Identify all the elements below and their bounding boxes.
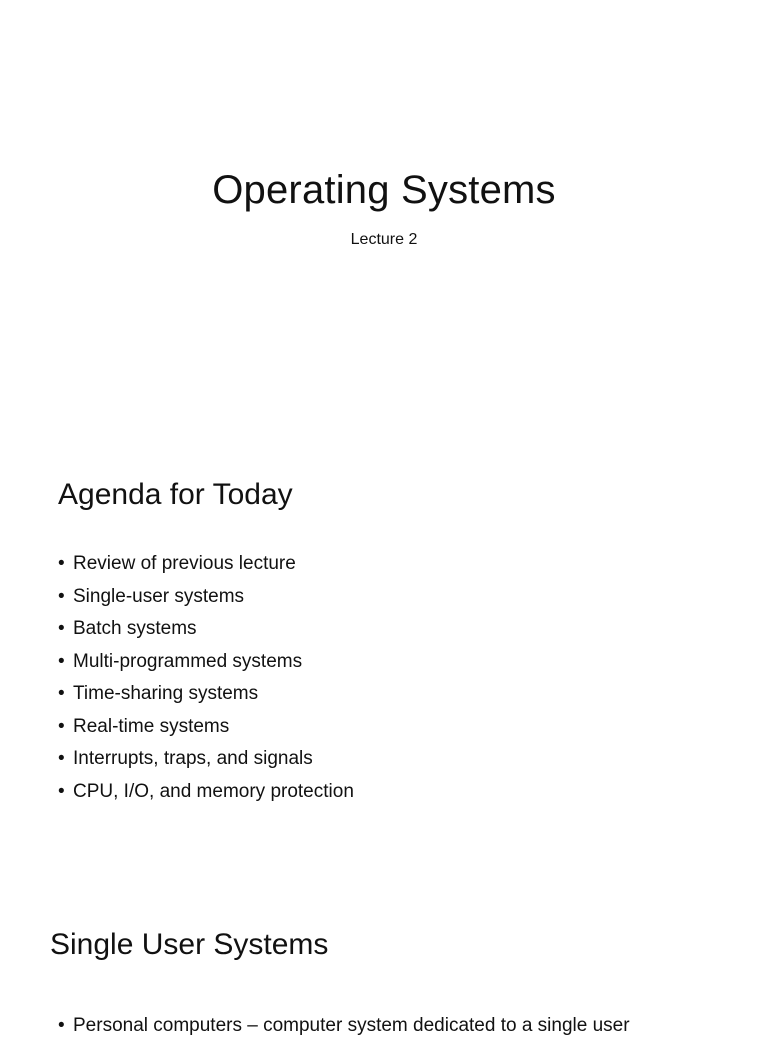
slide-title [0, 0, 768, 384]
presentation-subtitle: Lecture 2 [350, 231, 418, 248]
agenda-list [58, 548, 354, 808]
bullet-icon: • [58, 780, 65, 802]
list-item-text: CPU, I/O, and memory protection [73, 780, 354, 802]
list-item-text: Interrupts, traps, and signals [73, 748, 313, 769]
list-item [58, 776, 354, 809]
list-item [58, 646, 354, 679]
list-item-text: Multi-programmed systems [73, 650, 303, 672]
presentation-title: Operating Systems [212, 168, 556, 212]
slide-agenda [0, 446, 768, 846]
bullet-icon: • [58, 650, 65, 672]
bullet-icon: • [58, 748, 65, 769]
list-item-text: Review of previous lecture [73, 553, 296, 574]
list-item-text: Time-sharing systems [73, 683, 259, 704]
agenda-heading: Agenda for Today [58, 478, 293, 511]
slide-single-user-systems [0, 896, 768, 1036]
list-item-text: Batch systems [73, 618, 197, 639]
list-item [58, 711, 354, 744]
list-item-text: Single-user systems [73, 585, 245, 607]
bullet-icon: • [58, 585, 65, 607]
list-item [58, 678, 354, 711]
bullet-icon: • [58, 553, 65, 574]
list-item-text: Real-time systems [73, 715, 230, 737]
bullet-icon: • [58, 1015, 65, 1036]
list-item [58, 548, 354, 581]
list-item [58, 743, 354, 776]
list-item [58, 581, 354, 614]
bullet-icon: • [58, 683, 65, 704]
bullet-icon: • [58, 618, 65, 639]
bullet-icon: • [58, 715, 65, 737]
single-user-heading: Single User Systems [50, 928, 329, 961]
list-item [58, 1010, 630, 1043]
single-user-list [58, 1010, 630, 1043]
list-item [58, 613, 354, 646]
list-item-text: Personal computers – computer system dedicated to a single user [73, 1015, 630, 1036]
